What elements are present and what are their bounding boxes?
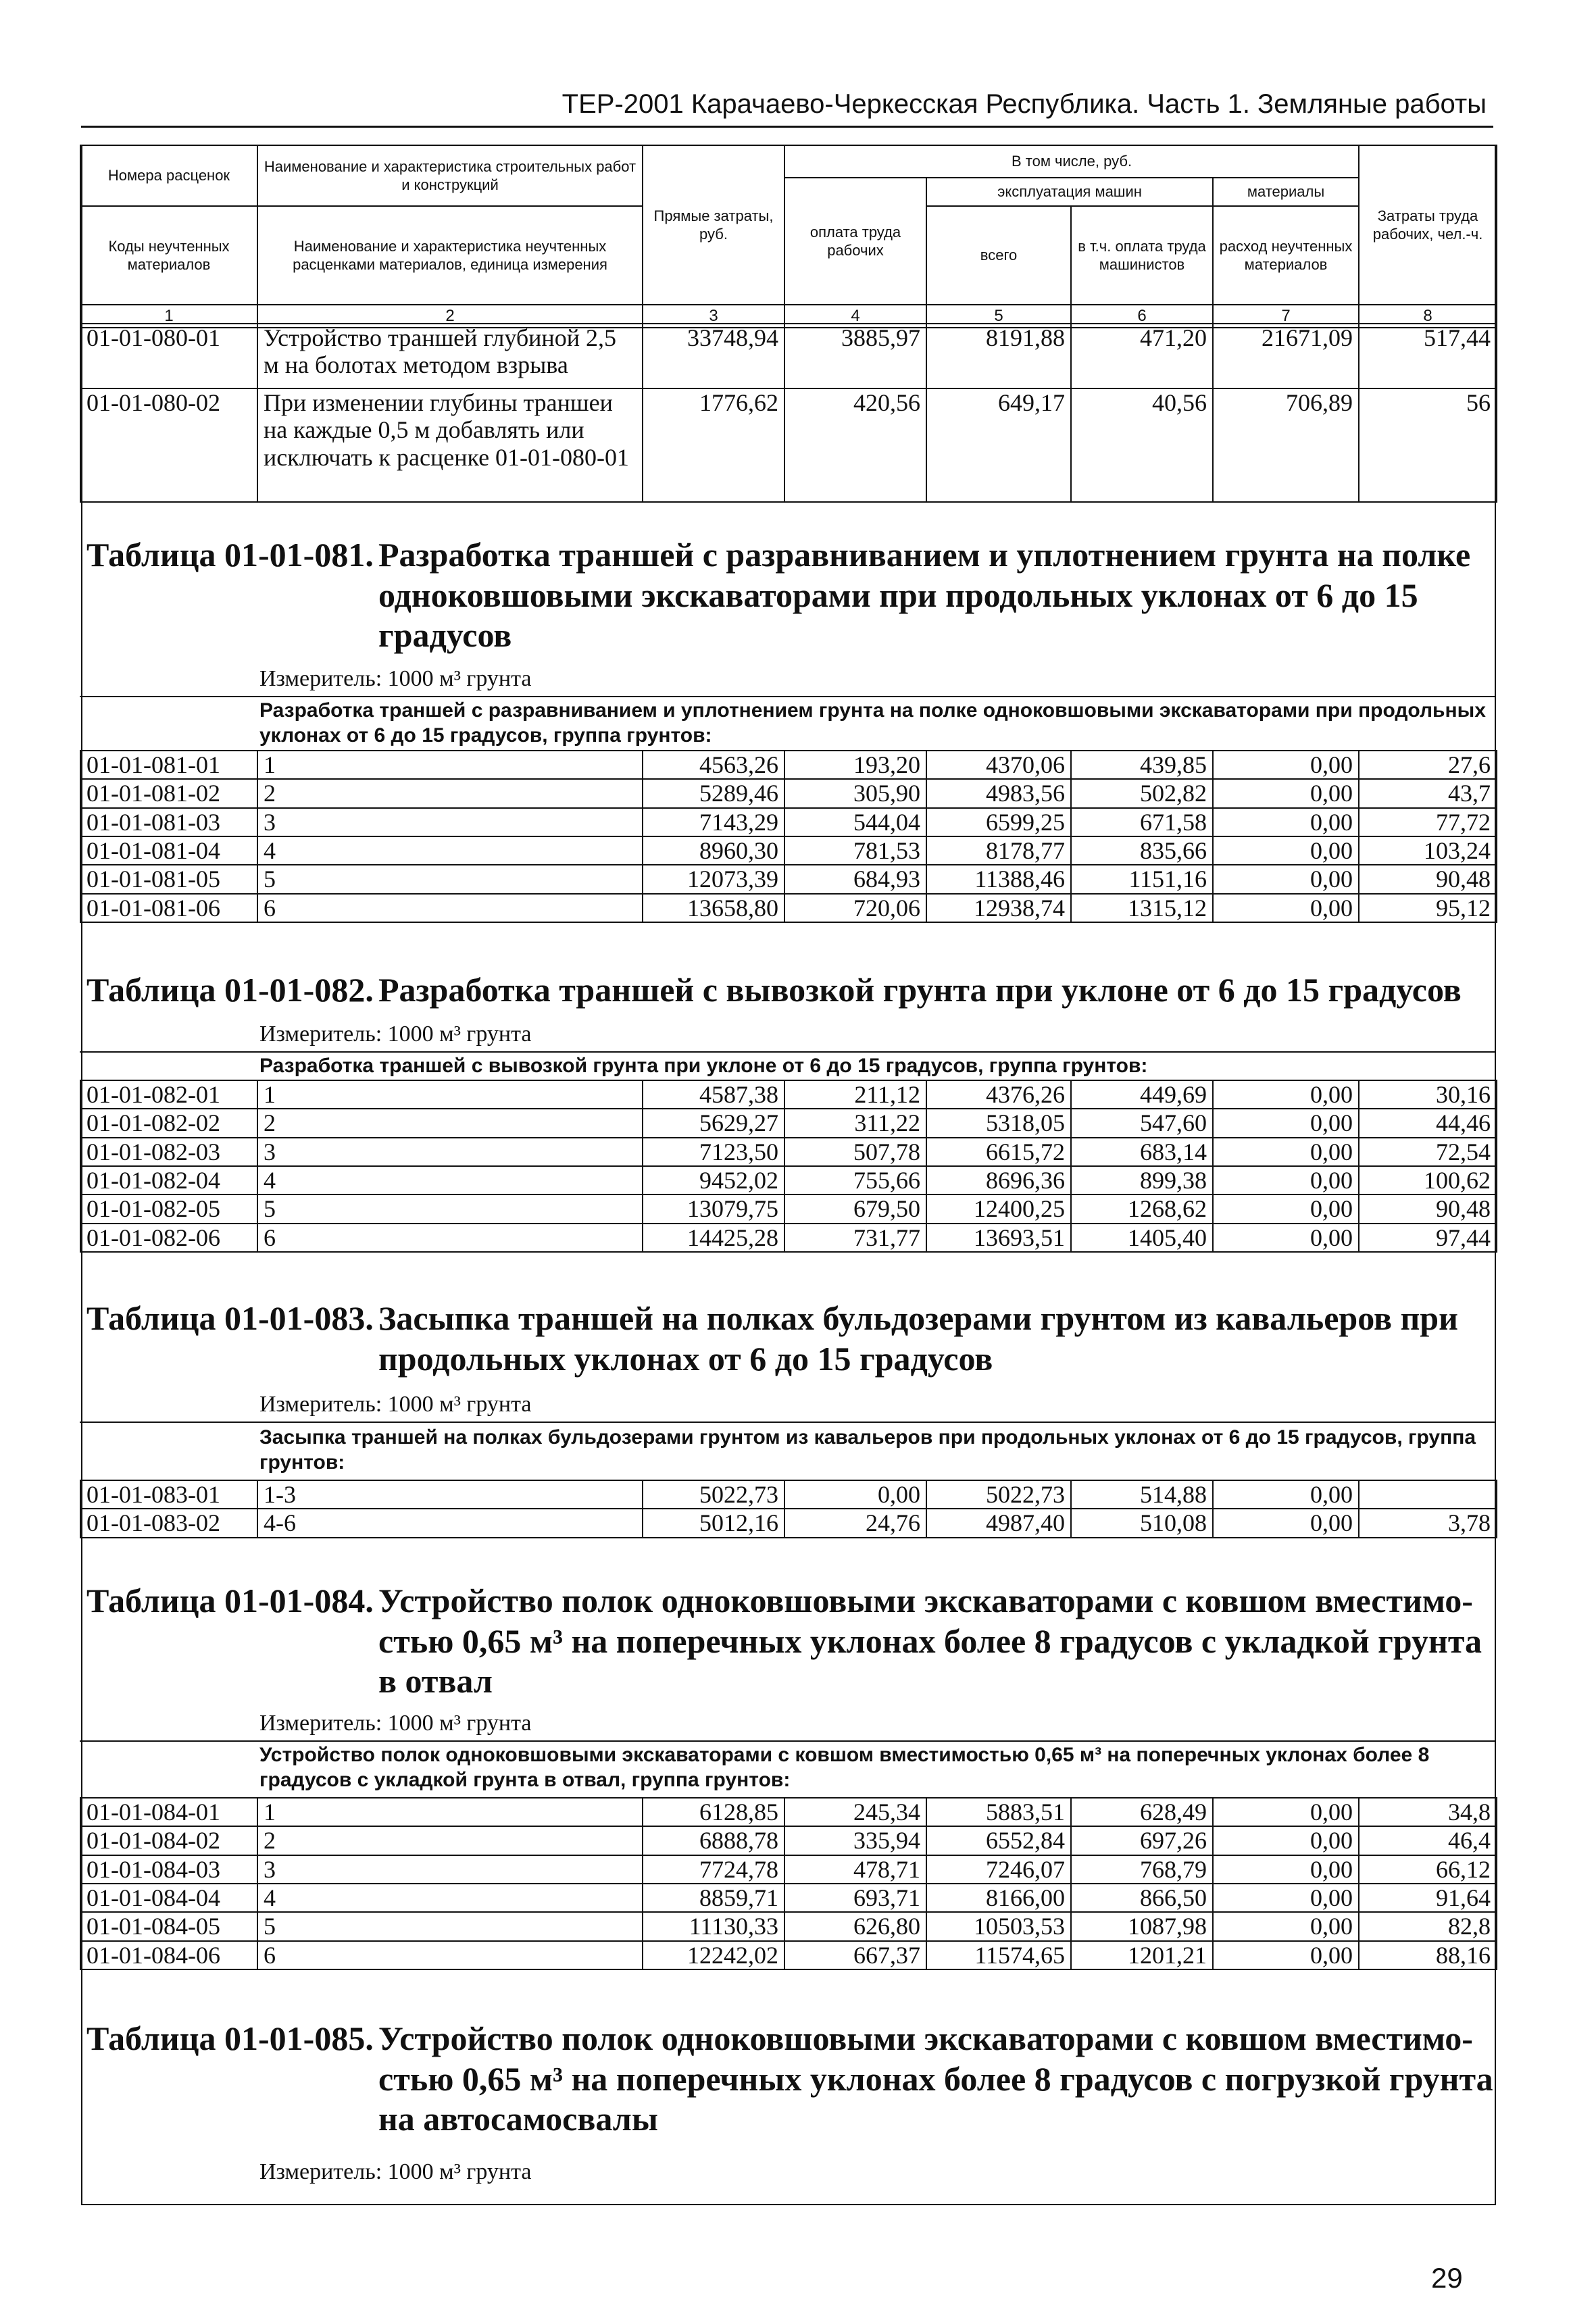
row-direct: 5289,46: [643, 779, 784, 807]
row-mach: 4987,40: [926, 1509, 1071, 1537]
row-mach-wage: 1405,40: [1071, 1224, 1213, 1252]
col-index-2: 2: [257, 305, 643, 328]
row-mach-wage: 1151,16: [1071, 865, 1213, 893]
row-code: 01-01-084-04: [80, 1884, 257, 1912]
row-mach: 8696,36: [926, 1166, 1071, 1194]
row-direct: 8859,71: [643, 1884, 784, 1912]
row-mat: 0,00: [1213, 1941, 1359, 1969]
table-081-rows: [80, 751, 1497, 922]
row-mat: 0,00: [1213, 1798, 1359, 1826]
row-direct: 5012,16: [643, 1509, 784, 1537]
row-wage: 311,22: [784, 1109, 926, 1137]
table-084-title: [86, 1581, 1492, 1621]
row-direct: 1776,62: [643, 388, 784, 502]
row-name: 2: [257, 779, 643, 807]
row-mach-wage: 510,08: [1071, 1509, 1213, 1537]
table-row: [80, 1884, 1497, 1912]
row-name: 6: [257, 1224, 643, 1252]
row-mat: 0,00: [1213, 865, 1359, 893]
row-mat: 0,00: [1213, 808, 1359, 836]
row-direct: 4563,26: [643, 751, 784, 779]
row-mat: 0,00: [1213, 1080, 1359, 1109]
row-code: 01-01-082-05: [80, 1194, 257, 1223]
table-row: [80, 324, 1497, 388]
table-082-group: Разработка траншей с вывозкой грунта при уклоне от 6 до 15 градусов, группа грунтов:: [259, 1055, 1148, 1077]
row-name: Устройство траншей глубиной 2,5 м на болотах методом взрыва: [257, 324, 643, 388]
col-header-codes-a: Номера расценок: [80, 145, 257, 206]
row-mach-wage: 1087,98: [1071, 1912, 1213, 1940]
row-labor: 91,64: [1359, 1884, 1497, 1912]
row-wage: 626,80: [784, 1912, 926, 1940]
table-row: [80, 1109, 1497, 1137]
row-wage: 305,90: [784, 779, 926, 807]
row-labor: 44,46: [1359, 1109, 1497, 1137]
row-direct: 33748,94: [643, 324, 784, 388]
row-code: 01-01-081-04: [80, 836, 257, 865]
table-085-name-cont: стью 0,65 м³ на поперечных уклонах более 8 градусов с погрузкой грунта на автосамосвалы: [378, 2060, 1493, 2138]
table-row: [80, 1224, 1497, 1252]
row-code: 01-01-082-01: [80, 1080, 257, 1109]
row-direct: 12073,39: [643, 865, 784, 893]
col-index-4: 4: [784, 305, 926, 328]
row-name: 5: [257, 1912, 643, 1940]
row-name: 6: [257, 894, 643, 922]
col-index-6: 6: [1071, 305, 1213, 328]
row-mach-wage: 671,58: [1071, 808, 1213, 836]
row-mat: 0,00: [1213, 1912, 1359, 1940]
row-direct: 7143,29: [643, 808, 784, 836]
row-mach: 8178,77: [926, 836, 1071, 865]
row-mat: 0,00: [1213, 894, 1359, 922]
table-081-body: [80, 750, 1497, 923]
row-mach-wage: 547,60: [1071, 1109, 1213, 1137]
table-row: [80, 1480, 1497, 1509]
table-row: [80, 865, 1497, 893]
row-wage: 667,37: [784, 1941, 926, 1969]
row-mat: 21671,09: [1213, 324, 1359, 388]
row-mat: 0,00: [1213, 836, 1359, 865]
row-labor: 56: [1359, 388, 1497, 502]
row-code: 01-01-081-03: [80, 808, 257, 836]
col-header-including: В том числе, руб.: [784, 145, 1359, 178]
row-mach-wage: 514,88: [1071, 1480, 1213, 1509]
row-code: 01-01-084-02: [80, 1826, 257, 1855]
row-mach-wage: 502,82: [1071, 779, 1213, 807]
row-mach: 649,17: [926, 388, 1071, 502]
row-wage: 478,71: [784, 1855, 926, 1884]
row-mat: 0,00: [1213, 751, 1359, 779]
table-row: [80, 808, 1497, 836]
table-083-rows: [80, 1480, 1497, 1538]
col-header-name-a: Наименование и характеристика строительных работ и конструкций: [257, 145, 643, 206]
col-header-wage: оплата труда рабочих: [784, 178, 926, 305]
col-index-8: 8: [1359, 305, 1497, 328]
col-header-machines: эксплуатация машин: [926, 178, 1213, 206]
table-082-title: [86, 970, 1492, 1010]
row-labor: 517,44: [1359, 324, 1497, 388]
row-name: 1: [257, 1080, 643, 1109]
row-mach: 5883,51: [926, 1798, 1071, 1826]
row-mat: 0,00: [1213, 1884, 1359, 1912]
table-081-measure: Измеритель: 1000 м³ грунта: [259, 666, 532, 691]
row-mach-wage: 899,38: [1071, 1166, 1213, 1194]
table-083-rule: [80, 1422, 1496, 1423]
row-direct: 11130,33: [643, 1912, 784, 1940]
col-index-7: 7: [1213, 305, 1359, 328]
col-header-direct: Прямые затраты, руб.: [643, 145, 784, 305]
row-name: При изменении глубины траншеи на каждые 0,5 м добавлять или исключать к расценке 01-01-080-01: [257, 388, 643, 502]
row-wage: 679,50: [784, 1194, 926, 1223]
table-082-name: Разработка траншей с вывозкой грунта при уклоне от 6 до 15 градусов: [378, 971, 1462, 1009]
row-direct: 6888,78: [643, 1826, 784, 1855]
row-code: 01-01-083-01: [80, 1480, 257, 1509]
row-direct: 7724,78: [643, 1855, 784, 1884]
table-083-group: Засыпка траншей на полках бульдозерами грунтом из кавальеров при продольных уклонах от 6 до 15 градусов, группа грунтов:: [259, 1426, 1476, 1474]
row-code: 01-01-081-01: [80, 751, 257, 779]
row-code: 01-01-082-02: [80, 1109, 257, 1137]
row-direct: 4587,38: [643, 1080, 784, 1109]
running-header: [81, 86, 1493, 128]
row-name: 1: [257, 751, 643, 779]
row-mach-wage: 449,69: [1071, 1080, 1213, 1109]
page-number: 29: [1431, 2262, 1463, 2294]
col-index-5: 5: [926, 305, 1071, 328]
row-code: 01-01-084-05: [80, 1912, 257, 1940]
table-row: [80, 1855, 1497, 1884]
row-mach: 6552,84: [926, 1826, 1071, 1855]
row-mach: 13693,51: [926, 1224, 1071, 1252]
row-mach-wage: 683,14: [1071, 1138, 1213, 1166]
row-wage: 0,00: [784, 1480, 926, 1509]
row-labor: [1359, 1480, 1497, 1509]
col-header-codes-b: Коды неучтенных материалов: [80, 206, 257, 305]
col-header-mach-wage: в т.ч. оплата труда машинистов: [1071, 206, 1213, 305]
table-084-measure: Измеритель: 1000 м³ грунта: [259, 1711, 532, 1736]
row-labor: 46,4: [1359, 1826, 1497, 1855]
row-labor: 43,7: [1359, 779, 1497, 807]
table-row: [80, 1798, 1497, 1826]
row-name: 1-3: [257, 1480, 643, 1509]
table-081-name-cont: одноковшовыми экскаваторами при продольных уклонах от 6 до 15 градусов: [378, 576, 1418, 654]
table-084-rule: [80, 1740, 1496, 1742]
row-direct: 13079,75: [643, 1194, 784, 1223]
table-083-number: Таблица 01-01-083.: [86, 1299, 374, 1337]
table-082-rule: [80, 1051, 1496, 1053]
row-mach-wage: 1201,21: [1071, 1941, 1213, 1969]
col-index-1: 1: [80, 305, 257, 328]
col-header-mat-use: расход неучтенных материалов: [1213, 206, 1359, 305]
table-084-body: [80, 1797, 1497, 1970]
row-wage: 544,04: [784, 808, 926, 836]
row-wage: 245,34: [784, 1798, 926, 1826]
col-header-mach-total: всего: [926, 206, 1071, 305]
row-mat: 0,00: [1213, 1826, 1359, 1855]
row-mach: 4983,56: [926, 779, 1071, 807]
table-085-title: [86, 2019, 1492, 2059]
row-name: 2: [257, 1109, 643, 1137]
row-code: 01-01-082-06: [80, 1224, 257, 1252]
table-081-number: Таблица 01-01-081.: [86, 536, 374, 574]
row-mat: 0,00: [1213, 1138, 1359, 1166]
row-wage: 507,78: [784, 1138, 926, 1166]
row-mach-wage: 697,26: [1071, 1826, 1213, 1855]
table-row: [80, 1826, 1497, 1855]
table-083-name: Засыпка траншей на полках бульдозерами грунтом из кавальеров при: [378, 1299, 1458, 1337]
row-wage: 693,71: [784, 1884, 926, 1912]
running-header-title: ТЕР-2001 Карачаево-Черкесская Республика. Часть 1. Земляные работы: [562, 89, 1487, 119]
row-wage: 781,53: [784, 836, 926, 865]
row-labor: 30,16: [1359, 1080, 1497, 1109]
row-mach: 5022,73: [926, 1480, 1071, 1509]
row-mach: 6599,25: [926, 808, 1071, 836]
row-wage: 24,76: [784, 1509, 926, 1537]
table-083-name-cont: продольных уклонах от 6 до 15 градусов: [378, 1340, 993, 1378]
row-direct: 6128,85: [643, 1798, 784, 1826]
table-084-name-cont: стью 0,65 м³ на поперечных уклонах более 8 градусов с укладкой грунта в отвал: [378, 1622, 1482, 1700]
row-mat: 0,00: [1213, 1194, 1359, 1223]
row-mach-wage: 40,56: [1071, 388, 1213, 502]
row-mach-wage: 471,20: [1071, 324, 1213, 388]
row-name: 3: [257, 1855, 643, 1884]
table-082-measure: Измеритель: 1000 м³ грунта: [259, 1022, 532, 1047]
row-mach-wage: 1315,12: [1071, 894, 1213, 922]
row-code: 01-01-080-01: [80, 324, 257, 388]
table-row: [80, 751, 1497, 779]
row-mach: 12400,25: [926, 1194, 1071, 1223]
row-wage: 335,94: [784, 1826, 926, 1855]
row-mat: 0,00: [1213, 1509, 1359, 1537]
row-mach-wage: 768,79: [1071, 1855, 1213, 1884]
row-direct: 14425,28: [643, 1224, 784, 1252]
row-code: 01-01-082-04: [80, 1166, 257, 1194]
row-code: 01-01-081-06: [80, 894, 257, 922]
row-mat: 0,00: [1213, 1855, 1359, 1884]
row-mach: 8166,00: [926, 1884, 1071, 1912]
table-082-body: [80, 1080, 1497, 1253]
table-082-number: Таблица 01-01-082.: [86, 971, 374, 1009]
table-084-number: Таблица 01-01-084.: [86, 1582, 374, 1619]
row-mach: 4376,26: [926, 1080, 1071, 1109]
table-row: [80, 1166, 1497, 1194]
row-mat: 0,00: [1213, 779, 1359, 807]
row-labor: 103,24: [1359, 836, 1497, 865]
row-mach-wage: 628,49: [1071, 1798, 1213, 1826]
row-wage: 755,66: [784, 1166, 926, 1194]
row-mach: 11574,65: [926, 1941, 1071, 1969]
row-code: 01-01-081-05: [80, 865, 257, 893]
col-index-3: 3: [643, 305, 784, 328]
table-083-body: [80, 1480, 1497, 1538]
row-labor: 66,12: [1359, 1855, 1497, 1884]
row-name: 2: [257, 1826, 643, 1855]
table-row: [80, 1509, 1497, 1537]
row-direct: 7123,50: [643, 1138, 784, 1166]
col-header-name-b: Наименование и характеристика неучтенных расценками материалов, единица измерения: [257, 206, 643, 305]
row-name: 5: [257, 1194, 643, 1223]
table-row: [80, 1080, 1497, 1109]
row-labor: 100,62: [1359, 1166, 1497, 1194]
table-085-number: Таблица 01-01-085.: [86, 2019, 374, 2057]
row-name: 4: [257, 1166, 643, 1194]
row-labor: 97,44: [1359, 1224, 1497, 1252]
row-mat: 706,89: [1213, 388, 1359, 502]
table-081-group: Разработка траншей с разравниванием и уплотнением грунта на полке одноковшовыми экскаваторами при продольных уклонах от 6 до 15 градусов, группа грунтов:: [259, 699, 1486, 747]
table-081-title: [86, 535, 1492, 575]
table-row: [80, 1941, 1497, 1969]
row-name: 4-6: [257, 1509, 643, 1537]
row-direct: 9452,02: [643, 1166, 784, 1194]
row-mat: 0,00: [1213, 1224, 1359, 1252]
row-code: 01-01-081-02: [80, 779, 257, 807]
row-code: 01-01-082-03: [80, 1138, 257, 1166]
row-labor: 95,12: [1359, 894, 1497, 922]
row-mach: 7246,07: [926, 1855, 1071, 1884]
table-083-measure: Измеритель: 1000 м³ грунта: [259, 1392, 532, 1417]
table-row: [80, 836, 1497, 865]
row-code: 01-01-080-02: [80, 388, 257, 502]
table-084-group: Устройство полок одноковшовыми экскаваторами с ковшом вместимостью 0,65 м³ на поперечных уклонах более 8 градусов с укладкой грунта в отвал, группа грунтов:: [259, 1744, 1430, 1791]
row-direct: 8960,30: [643, 836, 784, 865]
table-084-name: Устройство полок одноковшовыми экскаваторами с ковшом вместимо-: [378, 1582, 1473, 1619]
table-081-name: Разработка траншей с разравниванием и уплотнением грунта на полке: [378, 536, 1471, 574]
col-header-labor: Затраты труда рабочих, чел.-ч.: [1359, 145, 1497, 305]
row-mach-wage: 439,85: [1071, 751, 1213, 779]
row-labor: 88,16: [1359, 1941, 1497, 1969]
row-mach: 12938,74: [926, 894, 1071, 922]
row-direct: 12242,02: [643, 1941, 784, 1969]
row-code: 01-01-084-06: [80, 1941, 257, 1969]
row-mach: 5318,05: [926, 1109, 1071, 1137]
row-labor: 90,48: [1359, 1194, 1497, 1223]
row-wage: 420,56: [784, 388, 926, 502]
row-mach: 11388,46: [926, 865, 1071, 893]
table-085-name: Устройство полок одноковшовыми экскаваторами с ковшом вместимо-: [378, 2019, 1473, 2057]
row-wage: 211,12: [784, 1080, 926, 1109]
row-direct: 13658,80: [643, 894, 784, 922]
row-name: 3: [257, 1138, 643, 1166]
row-mat: 0,00: [1213, 1109, 1359, 1137]
row-mach-wage: 866,50: [1071, 1884, 1213, 1912]
row-name: 4: [257, 836, 643, 865]
row-labor: 27,6: [1359, 751, 1497, 779]
col-header-materials: материалы: [1213, 178, 1359, 206]
row-name: 4: [257, 1884, 643, 1912]
row-mat: 0,00: [1213, 1480, 1359, 1509]
row-code: 01-01-083-02: [80, 1509, 257, 1537]
table-row: [80, 1194, 1497, 1223]
row-wage: 3885,97: [784, 324, 926, 388]
row-mach: 4370,06: [926, 751, 1071, 779]
row-code: 01-01-084-01: [80, 1798, 257, 1826]
row-mach: 10503,53: [926, 1912, 1071, 1940]
row-name: 1: [257, 1798, 643, 1826]
table-080-body: [80, 323, 1497, 503]
row-labor: 72,54: [1359, 1138, 1497, 1166]
row-mach: 8191,88: [926, 324, 1071, 388]
table-row: [80, 779, 1497, 807]
row-mach: 6615,72: [926, 1138, 1071, 1166]
row-labor: 34,8: [1359, 1798, 1497, 1826]
table-085-measure: Измеритель: 1000 м³ грунта: [259, 2159, 532, 2184]
table-row: [80, 1912, 1497, 1940]
column-header-table: [80, 145, 1497, 328]
row-wage: 193,20: [784, 751, 926, 779]
row-labor: 3,78: [1359, 1509, 1497, 1537]
table-row: [80, 1138, 1497, 1166]
row-labor: 82,8: [1359, 1912, 1497, 1940]
row-code: 01-01-084-03: [80, 1855, 257, 1884]
table-082-rows: [80, 1080, 1497, 1252]
row-labor: 77,72: [1359, 808, 1497, 836]
row-wage: 684,93: [784, 865, 926, 893]
row-mach-wage: 1268,62: [1071, 1194, 1213, 1223]
row-wage: 731,77: [784, 1224, 926, 1252]
row-name: 3: [257, 808, 643, 836]
row-labor: 90,48: [1359, 865, 1497, 893]
row-mach-wage: 835,66: [1071, 836, 1213, 865]
row-mat: 0,00: [1213, 1166, 1359, 1194]
table-row: [80, 894, 1497, 922]
table-row: [80, 388, 1497, 502]
row-name: 6: [257, 1941, 643, 1969]
table-083-title: [86, 1299, 1492, 1338]
table-081-rule: [80, 696, 1496, 697]
row-wage: 720,06: [784, 894, 926, 922]
row-direct: 5629,27: [643, 1109, 784, 1137]
row-name: 5: [257, 865, 643, 893]
row-direct: 5022,73: [643, 1480, 784, 1509]
table-084-rows: [80, 1798, 1497, 1969]
